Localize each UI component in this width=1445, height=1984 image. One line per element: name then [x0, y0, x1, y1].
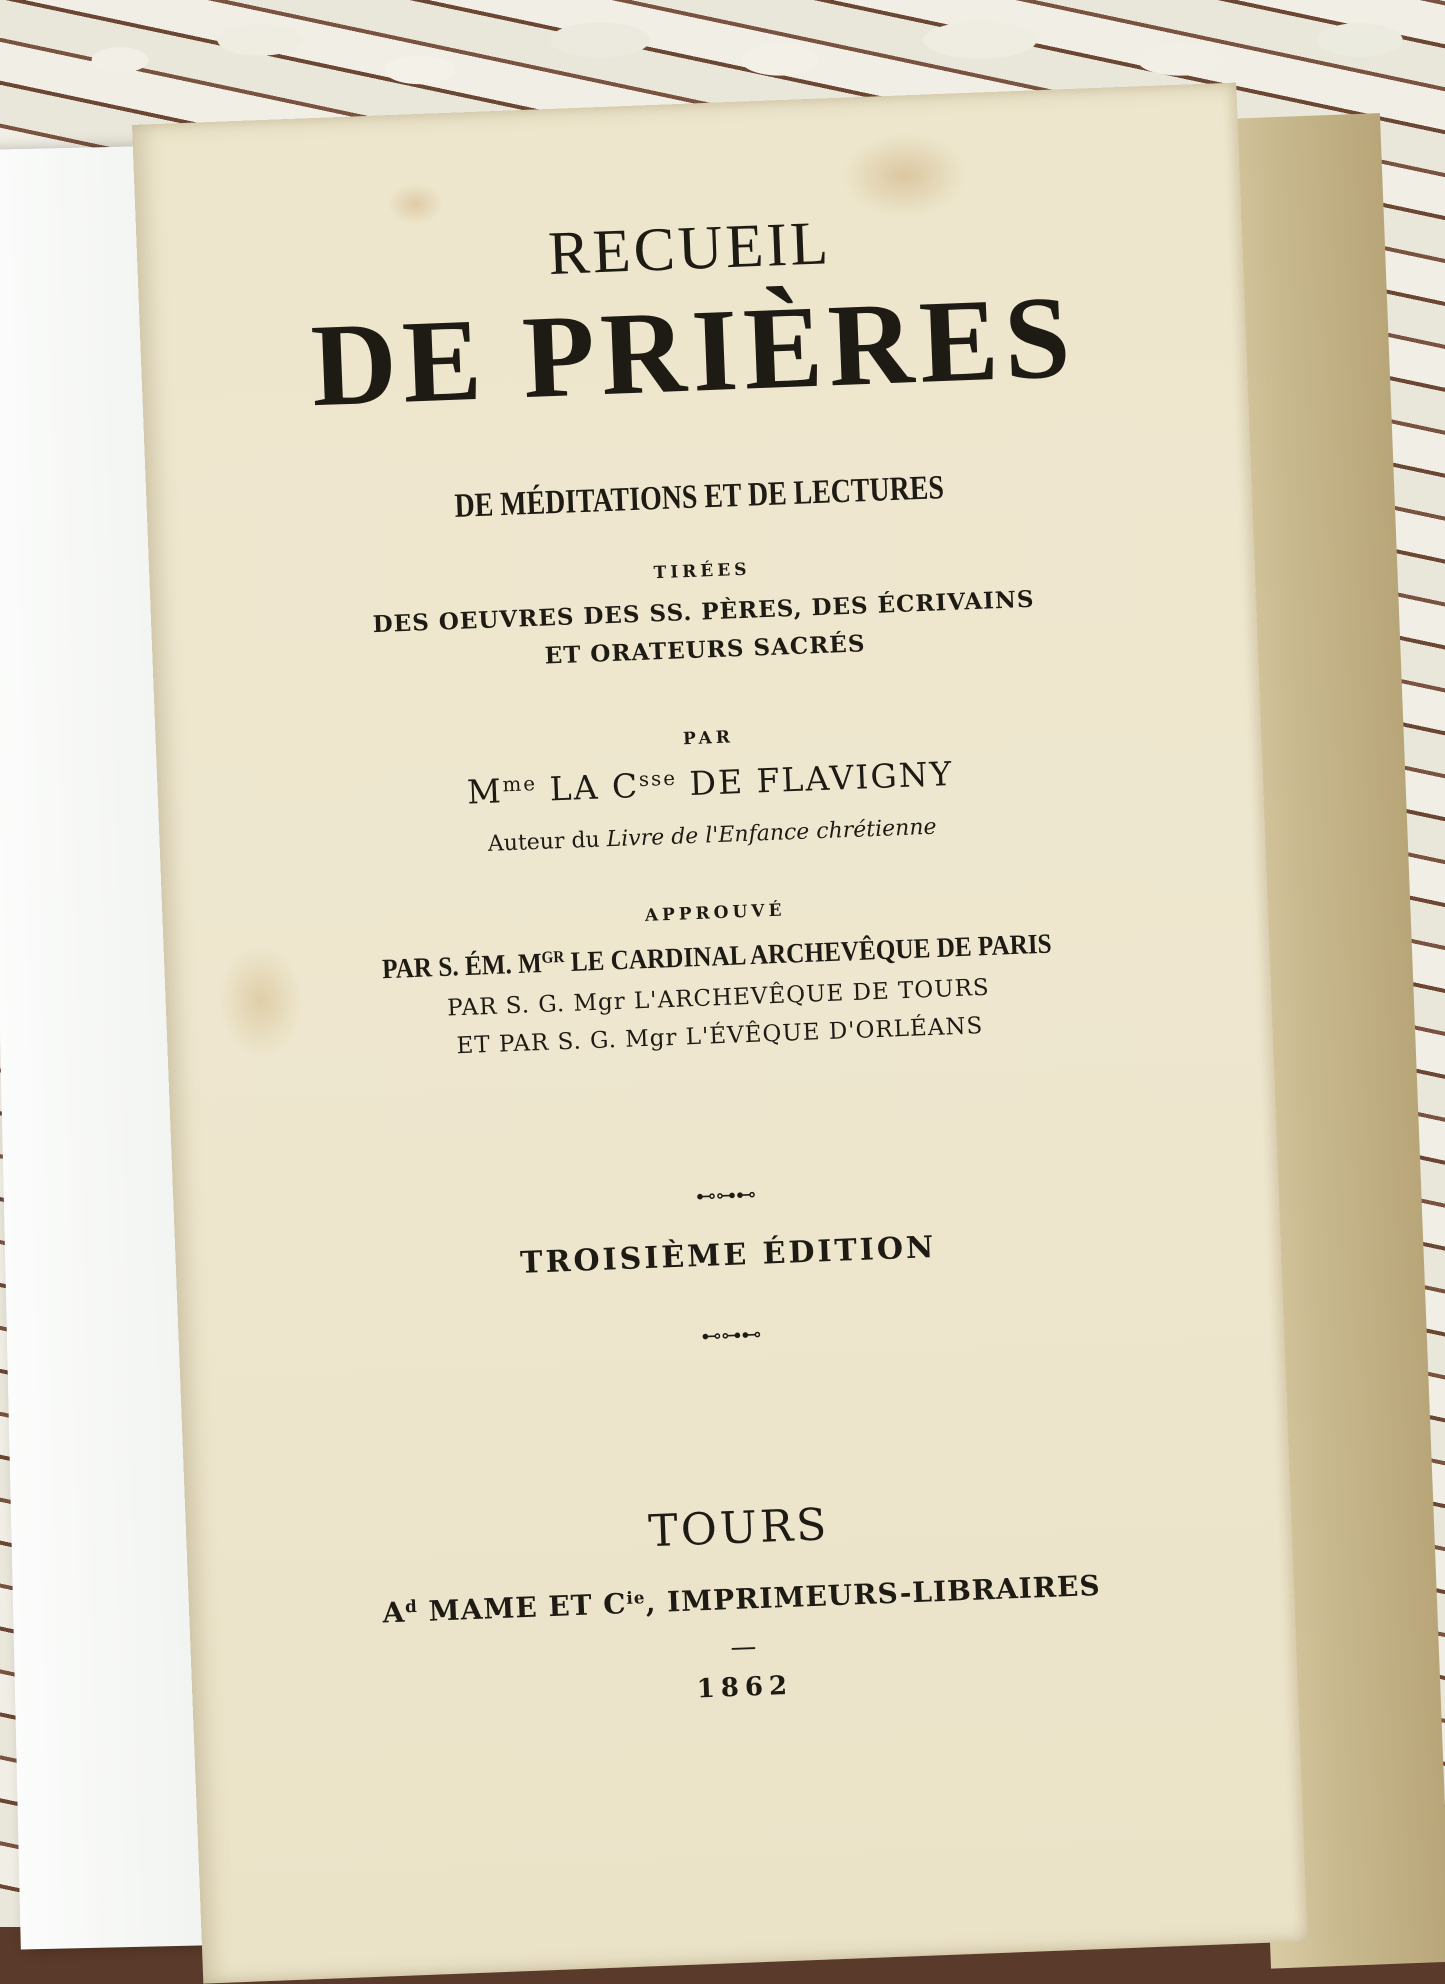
author-m: M: [466, 771, 504, 812]
approval-1-a: PAR S. ÉM. M: [381, 948, 543, 986]
label-par: PAR: [682, 727, 735, 750]
ornament-rule-top: ⊷⊶⊷: [695, 1181, 757, 1209]
title-recueil: RECUEIL: [547, 209, 833, 289]
author-sse: sse: [638, 766, 678, 792]
title-page: [132, 83, 1308, 1984]
author-credit-prefix: Auteur du: [487, 827, 608, 857]
author-la-c: LA C: [536, 766, 640, 809]
title-prieres: DE PRIÈRES: [308, 270, 1079, 432]
author-surname: DE FLAVIGNY: [676, 753, 955, 804]
approval-line-2: PAR S. G. Mgr L'ARCHEVÊQUE DE TOURS: [446, 974, 991, 1022]
approval-line-3: ET PAR S. G. Mgr L'ÉVÊQUE D'ORLÉANS: [456, 1012, 984, 1060]
label-tirees: TIRÉES: [653, 559, 751, 584]
publisher-ie: ie: [625, 1587, 646, 1608]
publication-year: 1862: [696, 1670, 794, 1705]
edition-text: TROISIÈME ÉDITION: [519, 1229, 938, 1281]
author-me: me: [502, 772, 538, 797]
sources-line-2: ET ORATEURS SACRÉS: [544, 630, 866, 670]
approval-1-b: LE CARDINAL ARCHEVÊQUE DE PARIS: [563, 928, 1053, 979]
city-tours: TOURS: [647, 1499, 831, 1558]
ornament-rule-bottom: ⊷⊶⊷: [700, 1321, 762, 1349]
publisher-a: A: [381, 1595, 406, 1630]
approval-1-gr: GR: [541, 947, 565, 967]
separator-dash: —: [729, 1632, 757, 1664]
publisher-b: MAME ET C: [417, 1587, 628, 1629]
label-approuve: APPROUVÉ: [644, 900, 786, 926]
author-credit-title: Livre de l'Enfance chrétienne: [606, 814, 937, 853]
sources-line-1: DES OEUVRES DES SS. PÈRES, DES ÉCRIVAINS: [372, 585, 1035, 639]
subtitle-meditations: DE MÉDITATIONS ET DE LECTURES: [453, 469, 945, 525]
publisher-c: , IMPRIMEURS-LIBRAIRES: [644, 1568, 1102, 1620]
publisher-d: d: [404, 1595, 419, 1617]
